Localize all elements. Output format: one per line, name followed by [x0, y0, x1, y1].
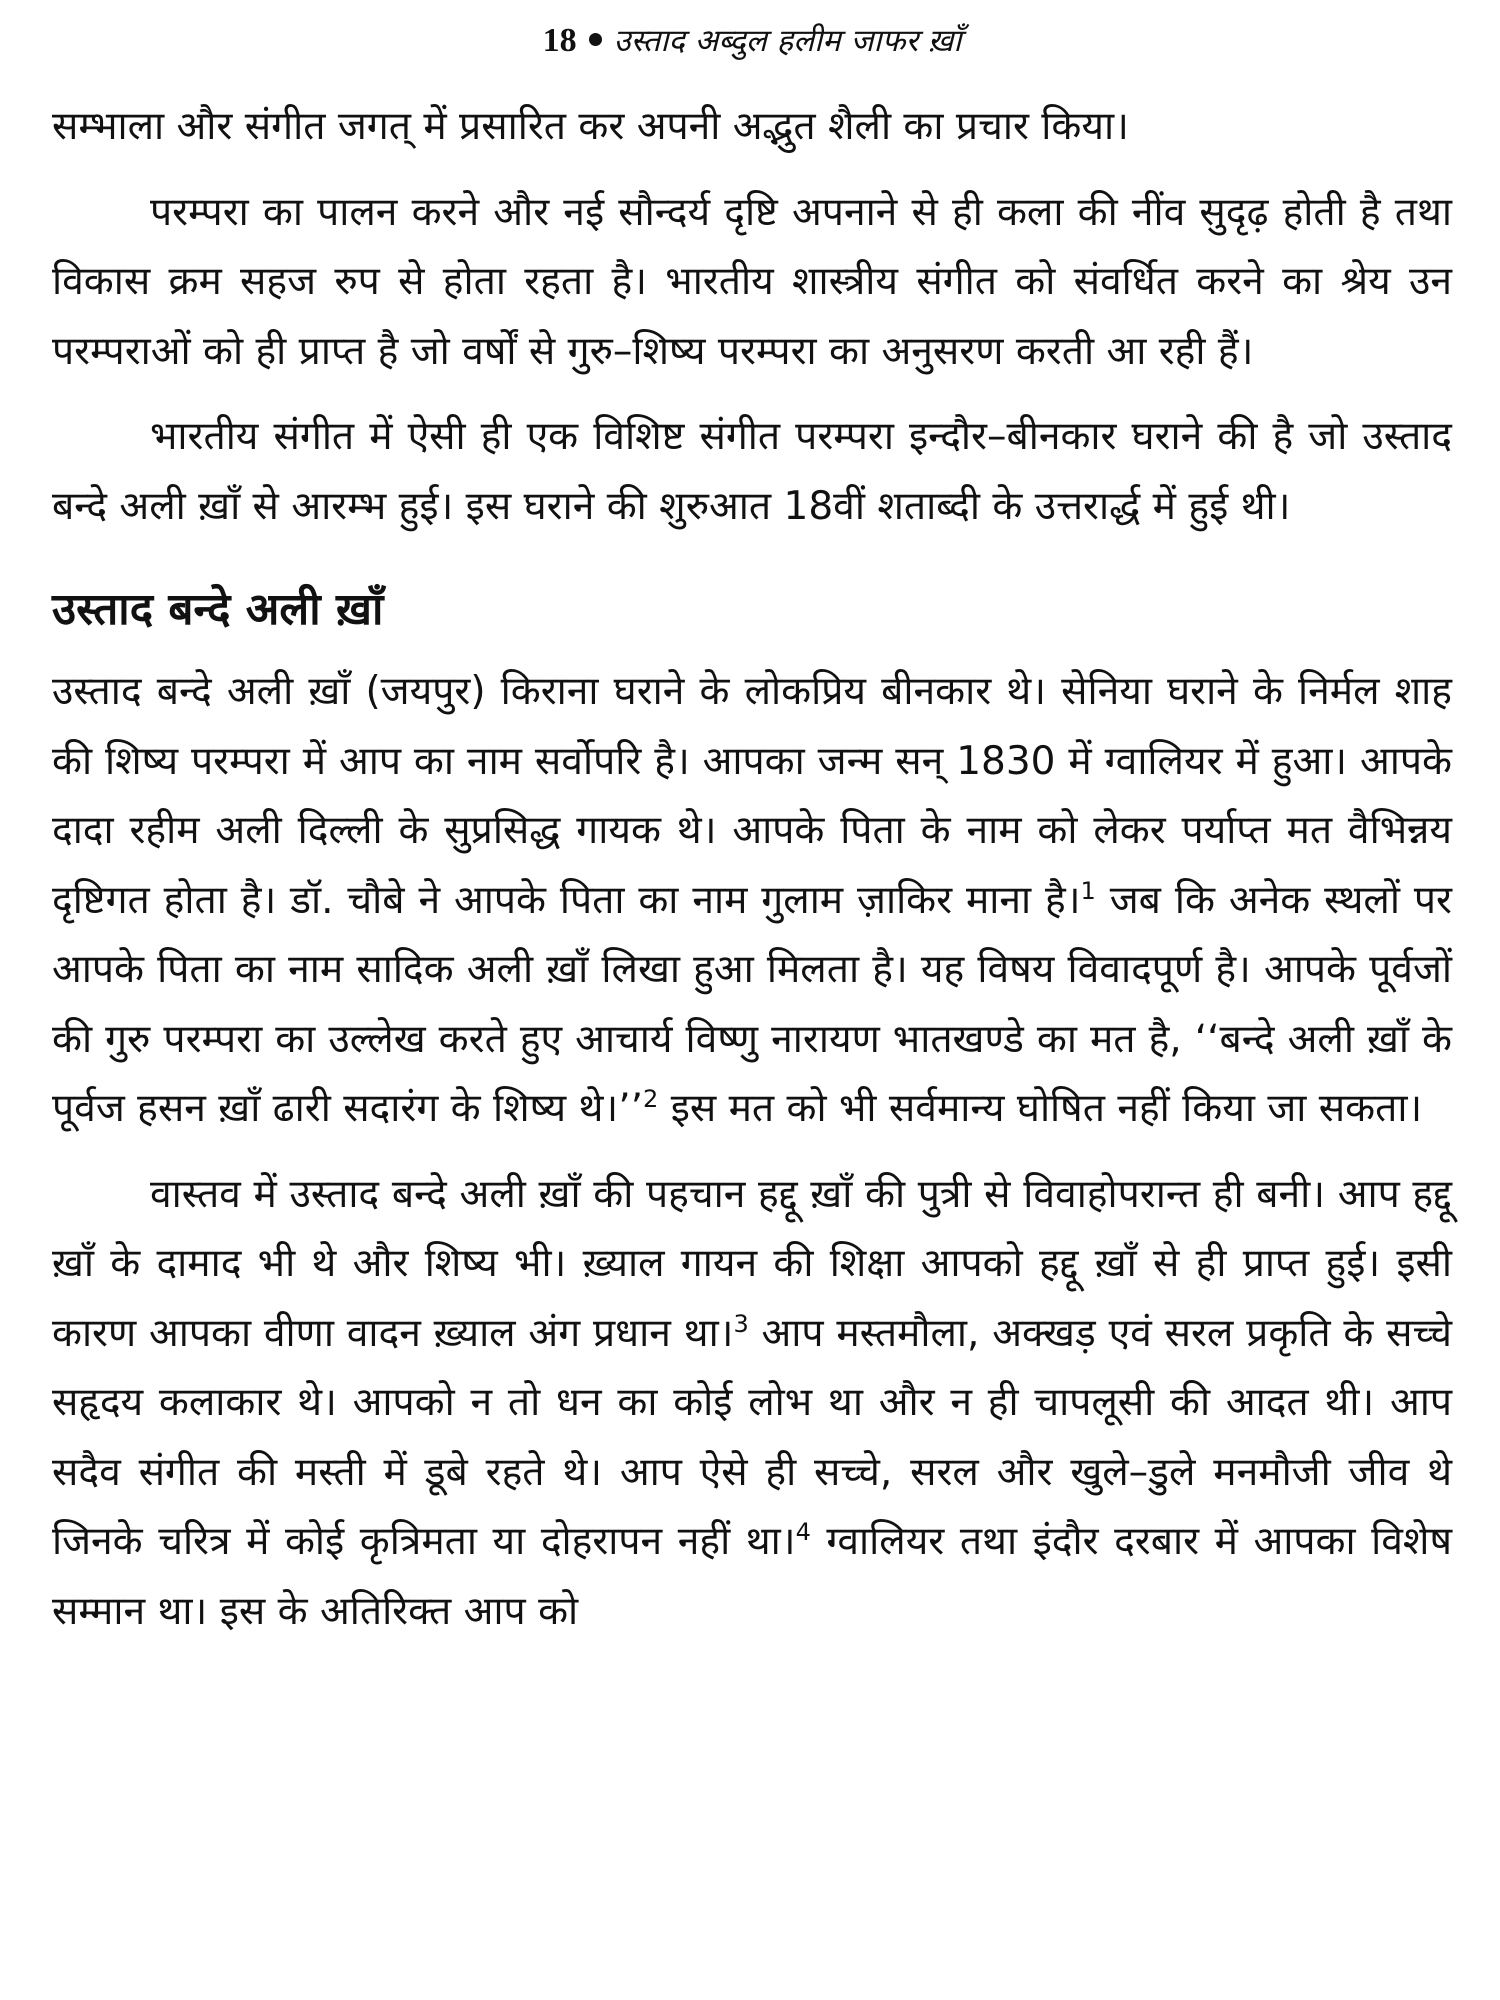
paragraph-indore-gharana: भारतीय संगीत में ऐसी ही एक विशिष्ट संगीत परम्परा इन्दौर–बीनकार घराने की है जो उस्ताद बन्दे अली ख़ाँ से आरम्भ हुई। इस घराने की शुरुआत 18वीं शताब्दी के उत्तरार्द्ध में हुई थी। [52, 414, 1452, 529]
book-title: उस्ताद अब्दुल हलीम जाफर ख़ाँ [613, 23, 962, 59]
paragraph-text: वास्तव में उस्ताद बन्दे अली ख़ाँ की पहचान हद्दू ख़ाँ की पुत्री से विवाहोपरान्त ही बनी। आप हद्दू ख़ाँ के दामाद भी थे और शिष्य भी। ख़्याल गायन की शिक्षा आपको हद्दू ख़ाँ से ही प्राप्त हुई। इसी कारण आपका वीणा वादन ख़्याल अंग प्रधान था। [52, 1171, 1452, 1356]
paragraph-text: उस्ताद बन्दे अली ख़ाँ (जयपुर) किराना घराने के लोकप्रिय बीनकार थे। सेनिया घराने के निर्मल शाह की शिष्य परम्परा में आप का नाम सर्वोपरि है। आपका जन्म सन् 1830 में ग्वालियर में हुआ। आपके दादा रहीम अली दिल्ली के सुप्रसिद्ध गायक थे। आपके पिता के नाम को लेकर पर्याप्त मत वैभिन्नय दृष्टिगत होता है। डॉ. चौबे ने आपके पिता का नाम गुलाम ज़ाकिर माना है। [52, 669, 1452, 923]
paragraph-text: जब कि अनेक स्थलों पर आपके पिता का नाम सादिक अली ख़ाँ लिखा हुआ मिलता है। यह विषय विवादपूर्ण है। आपके पूर्वजों की गुरु परम्परा का उल्लेख करते हुए आचार्य विष्णु नारायण भातखण्डे का मत है, ‘‘बन्दे अली ख़ाँ के पूर्वज हसन ख़ाँ ढारी सदारंग के शिष्य थे।’’ [52, 877, 1452, 1131]
paragraph-bande-ali-intro [52, 657, 1452, 1144]
paragraph-text: ग्वालियर तथा इंदौर दरबार में आपका विशेष सम्मान था। इस के अतिरिक्त आप को [52, 1519, 1452, 1634]
section-heading: उस्ताद बन्दे अली ख़ाँ [52, 584, 384, 635]
book-page [52, 18, 1452, 1978]
paragraph-tradition: परम्परा का पालन करने और नई सौन्दर्य दृष्टि अपनाने से ही कला की नींव सुदृढ़ होती है तथा विकास क्रम सहज रुप से होता रहता है। भारतीय शास्त्रीय संगीत को संवर्धित करने का श्रेय उन परम्पराओं को ही प्राप्त है जो वर्षों से गुरु–शिष्य परम्परा का अनुसरण करती आ रही हैं। [52, 189, 1452, 374]
paragraph-text: इस मत को भी सर्वमान्य घोषित नहीं किया जा सकता। [658, 1086, 1423, 1131]
paragraph-text: आप मस्तमौला, अक्खड़ एवं सरल प्रकृति के सच्चे सहृदय कलाकार थे। आपको न तो धन का कोई लोभ था और न ही चापलूसी की आदत थी। आप सदैव संगीत की मस्ती में डूबे रहते थे। आप ऐसे ही सच्चे, सरल और खुले–डुले मनमौजी जीव थे जिनके चरित्र में कोई कृत्रिमता या दोहरापन नहीं था। [52, 1310, 1452, 1564]
paragraph-haddu-khan [52, 1160, 1452, 1647]
footnote-marker: 2 [643, 1085, 659, 1113]
paragraph-continuation: सम्भाला और संगीत जगत् में प्रसारित कर अपनी अद्भुत शैली का प्रचार किया। [52, 104, 1129, 149]
page-number: 18 [542, 22, 577, 59]
footnote-marker: 4 [795, 1518, 811, 1546]
bullet-separator-icon [589, 33, 602, 46]
running-head [52, 18, 1452, 68]
footnote-marker: 3 [733, 1309, 749, 1338]
footnote-marker: 1 [1080, 876, 1096, 905]
